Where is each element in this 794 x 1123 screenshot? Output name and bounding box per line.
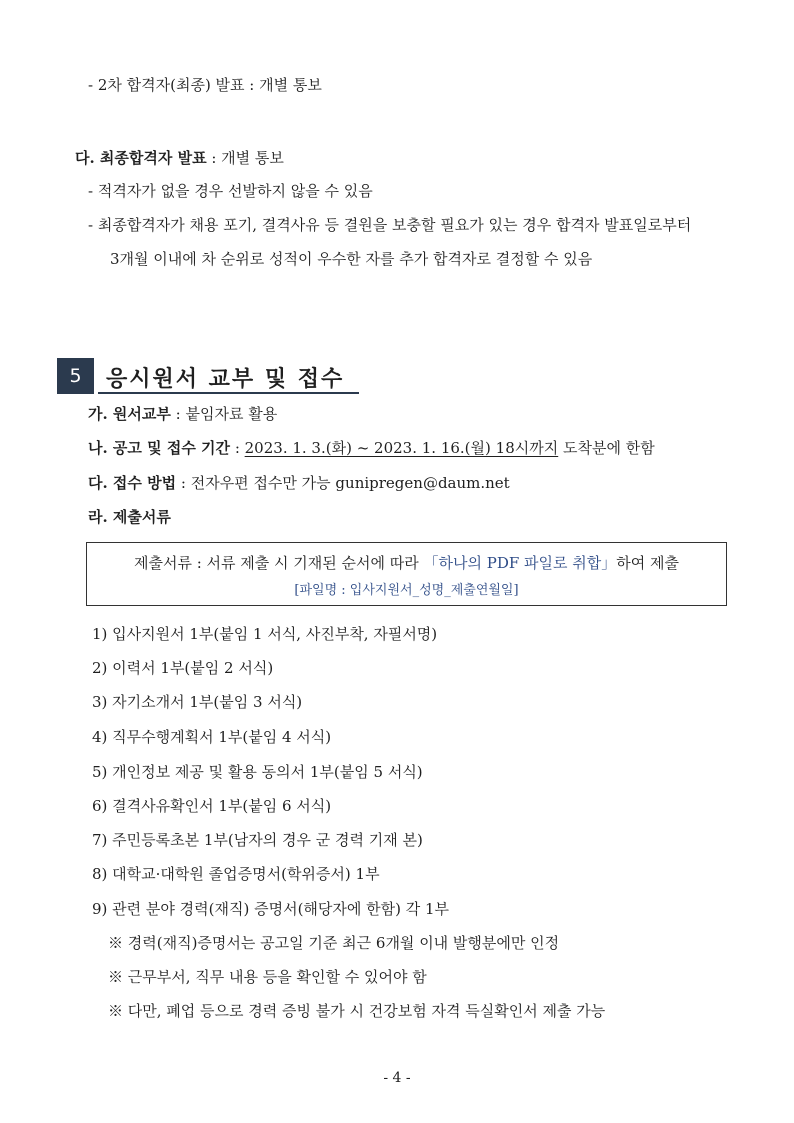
item-na (88, 438, 655, 458)
page-number: - 4 - (383, 1070, 411, 1086)
submission-notice-box (86, 542, 727, 606)
notice-text: 제출서류 : 서류 제출 시 기재된 순서에 따라 (133, 554, 424, 572)
notice-text-end: 하여 제출 (616, 554, 680, 572)
list-item: 1) 입사지원서 1부(붙임 1 서식, 사진부착, 자필서명) (92, 625, 438, 643)
final-result-value: : 개별 통보 (206, 149, 284, 167)
item-na-tail: 도착분에 한함 (558, 439, 655, 457)
note-item: ※ 다만, 폐업 등으로 경력 증빙 불가 시 건강보험 자격 득실확인서 제출 가능 (108, 1002, 606, 1020)
note-item: ※ 근무부서, 직무 내용 등을 확인할 수 있어야 함 (108, 968, 427, 986)
item-na-label: 나. 공고 및 접수 기간 (88, 439, 231, 457)
note-replacement: - 최종합격자가 채용 포기, 결격사유 등 결원을 보충할 필요가 있는 경우 합격자 발표일로부터 (88, 216, 692, 234)
item-da (88, 473, 510, 493)
final-result-label: 다. 최종합격자 발표 (75, 149, 207, 167)
item-ra-label: 라. 제출서류 (88, 508, 171, 526)
list-item: 3) 자기소개서 1부(붙임 3 서식) (92, 693, 303, 711)
list-item: 2) 이력서 1부(붙임 2 서식) (92, 659, 274, 677)
item-ga-label: 가. 원서교부 (88, 405, 171, 423)
section-title: 응시원서 교부 및 접수 (106, 366, 345, 392)
note-no-candidate: - 적격자가 없을 경우 선발하지 않을 수 있음 (88, 182, 373, 200)
item-na-sep: : (230, 439, 245, 457)
list-item: 5) 개인정보 제공 및 활용 동의서 1부(붙임 5 서식) (92, 763, 423, 781)
section-number: 5 (57, 358, 94, 394)
note-item: ※ 경력(재직)증명서는 공고일 기준 최근 6개월 이내 발행분에만 인정 (108, 934, 560, 952)
section-underline (98, 392, 359, 394)
item-da-label: 다. 접수 방법 (88, 474, 177, 492)
item-da-value: : 전자우편 접수만 가능 gunipregen@daum.net (176, 474, 510, 492)
section-header (57, 358, 359, 394)
notice-highlight: 「하나의 PDF 파일로 취합」 (423, 554, 617, 572)
list-item: 8) 대학교·대학원 졸업증명서(학위증서) 1부 (92, 865, 380, 883)
note-replacement-cont: 3개월 이내에 차 순위로 성적이 우수한 자를 추가 합격자로 결정할 수 있음 (110, 250, 593, 268)
notice-line (87, 552, 726, 573)
list-item: 7) 주민등록초본 1부(남자의 경우 군 경력 기재 본) (92, 831, 423, 849)
list-item: 9) 관련 분야 경력(재직) 증명서(해당자에 한함) 각 1부 (92, 900, 450, 918)
list-item: 4) 직무수행계획서 1부(붙임 4 서식) (92, 728, 332, 746)
item-ga (88, 404, 277, 424)
item-ga-value: : 붙임자료 활용 (170, 405, 278, 423)
final-result-line (75, 148, 284, 168)
list-item: 6) 결격사유확인서 1부(붙임 6 서식) (92, 797, 332, 815)
file-name-rule: [파일명 : 입사지원서_성명_제출연월일] (294, 583, 519, 598)
item-na-period: 2023. 1. 3.(화) ~ 2023. 1. 16.(월) 18시까지 (244, 439, 559, 457)
second-result-line: - 2차 합격자(최종) 발표 : 개별 통보 (88, 76, 322, 94)
